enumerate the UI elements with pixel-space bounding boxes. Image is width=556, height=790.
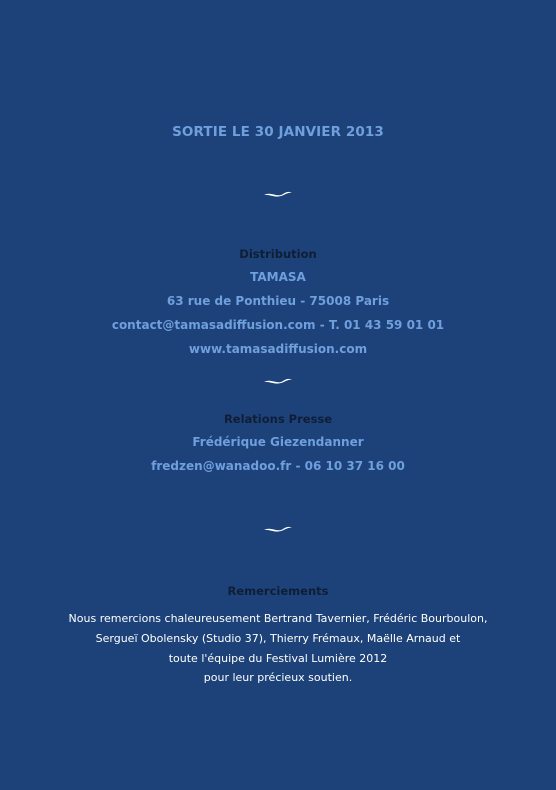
distribution-contact[interactable]: contact@tamasadiffusion.com - T. 01 43 59 01 01	[111, 318, 445, 332]
thanks-heading: Remerciements	[227, 584, 329, 598]
release-date: SORTIE LE 30 JANVIER 2013	[172, 124, 384, 140]
press-contact[interactable]: fredzen@wanadoo.fr - 06 10 37 16 00	[151, 459, 405, 473]
ornament-swash-icon	[263, 189, 293, 199]
distribution-address: 63 rue de Ponthieu - 75008 Paris	[166, 294, 390, 308]
distribution-company: TAMASA	[250, 270, 306, 284]
ornament-swash-icon	[263, 376, 293, 386]
press-name: Frédérique Giezendanner	[192, 435, 364, 449]
distribution-heading: Distribution	[239, 247, 317, 261]
thanks-line: toute l'équipe du Festival Lumière 2012	[168, 652, 388, 665]
ornament-swash-icon	[263, 524, 293, 534]
thanks-line: pour leur précieux soutien.	[203, 671, 353, 684]
thanks-line: Sergueï Obolensky (Studio 37), Thierry Frémaux, Maëlle Arnaud et	[95, 632, 461, 645]
thanks-line: Nous remercions chaleureusement Bertrand Tavernier, Frédéric Bourboulon,	[68, 612, 488, 625]
distribution-website-link[interactable]: www.tamasadiffusion.com	[188, 342, 368, 356]
press-heading: Relations Presse	[223, 412, 333, 426]
